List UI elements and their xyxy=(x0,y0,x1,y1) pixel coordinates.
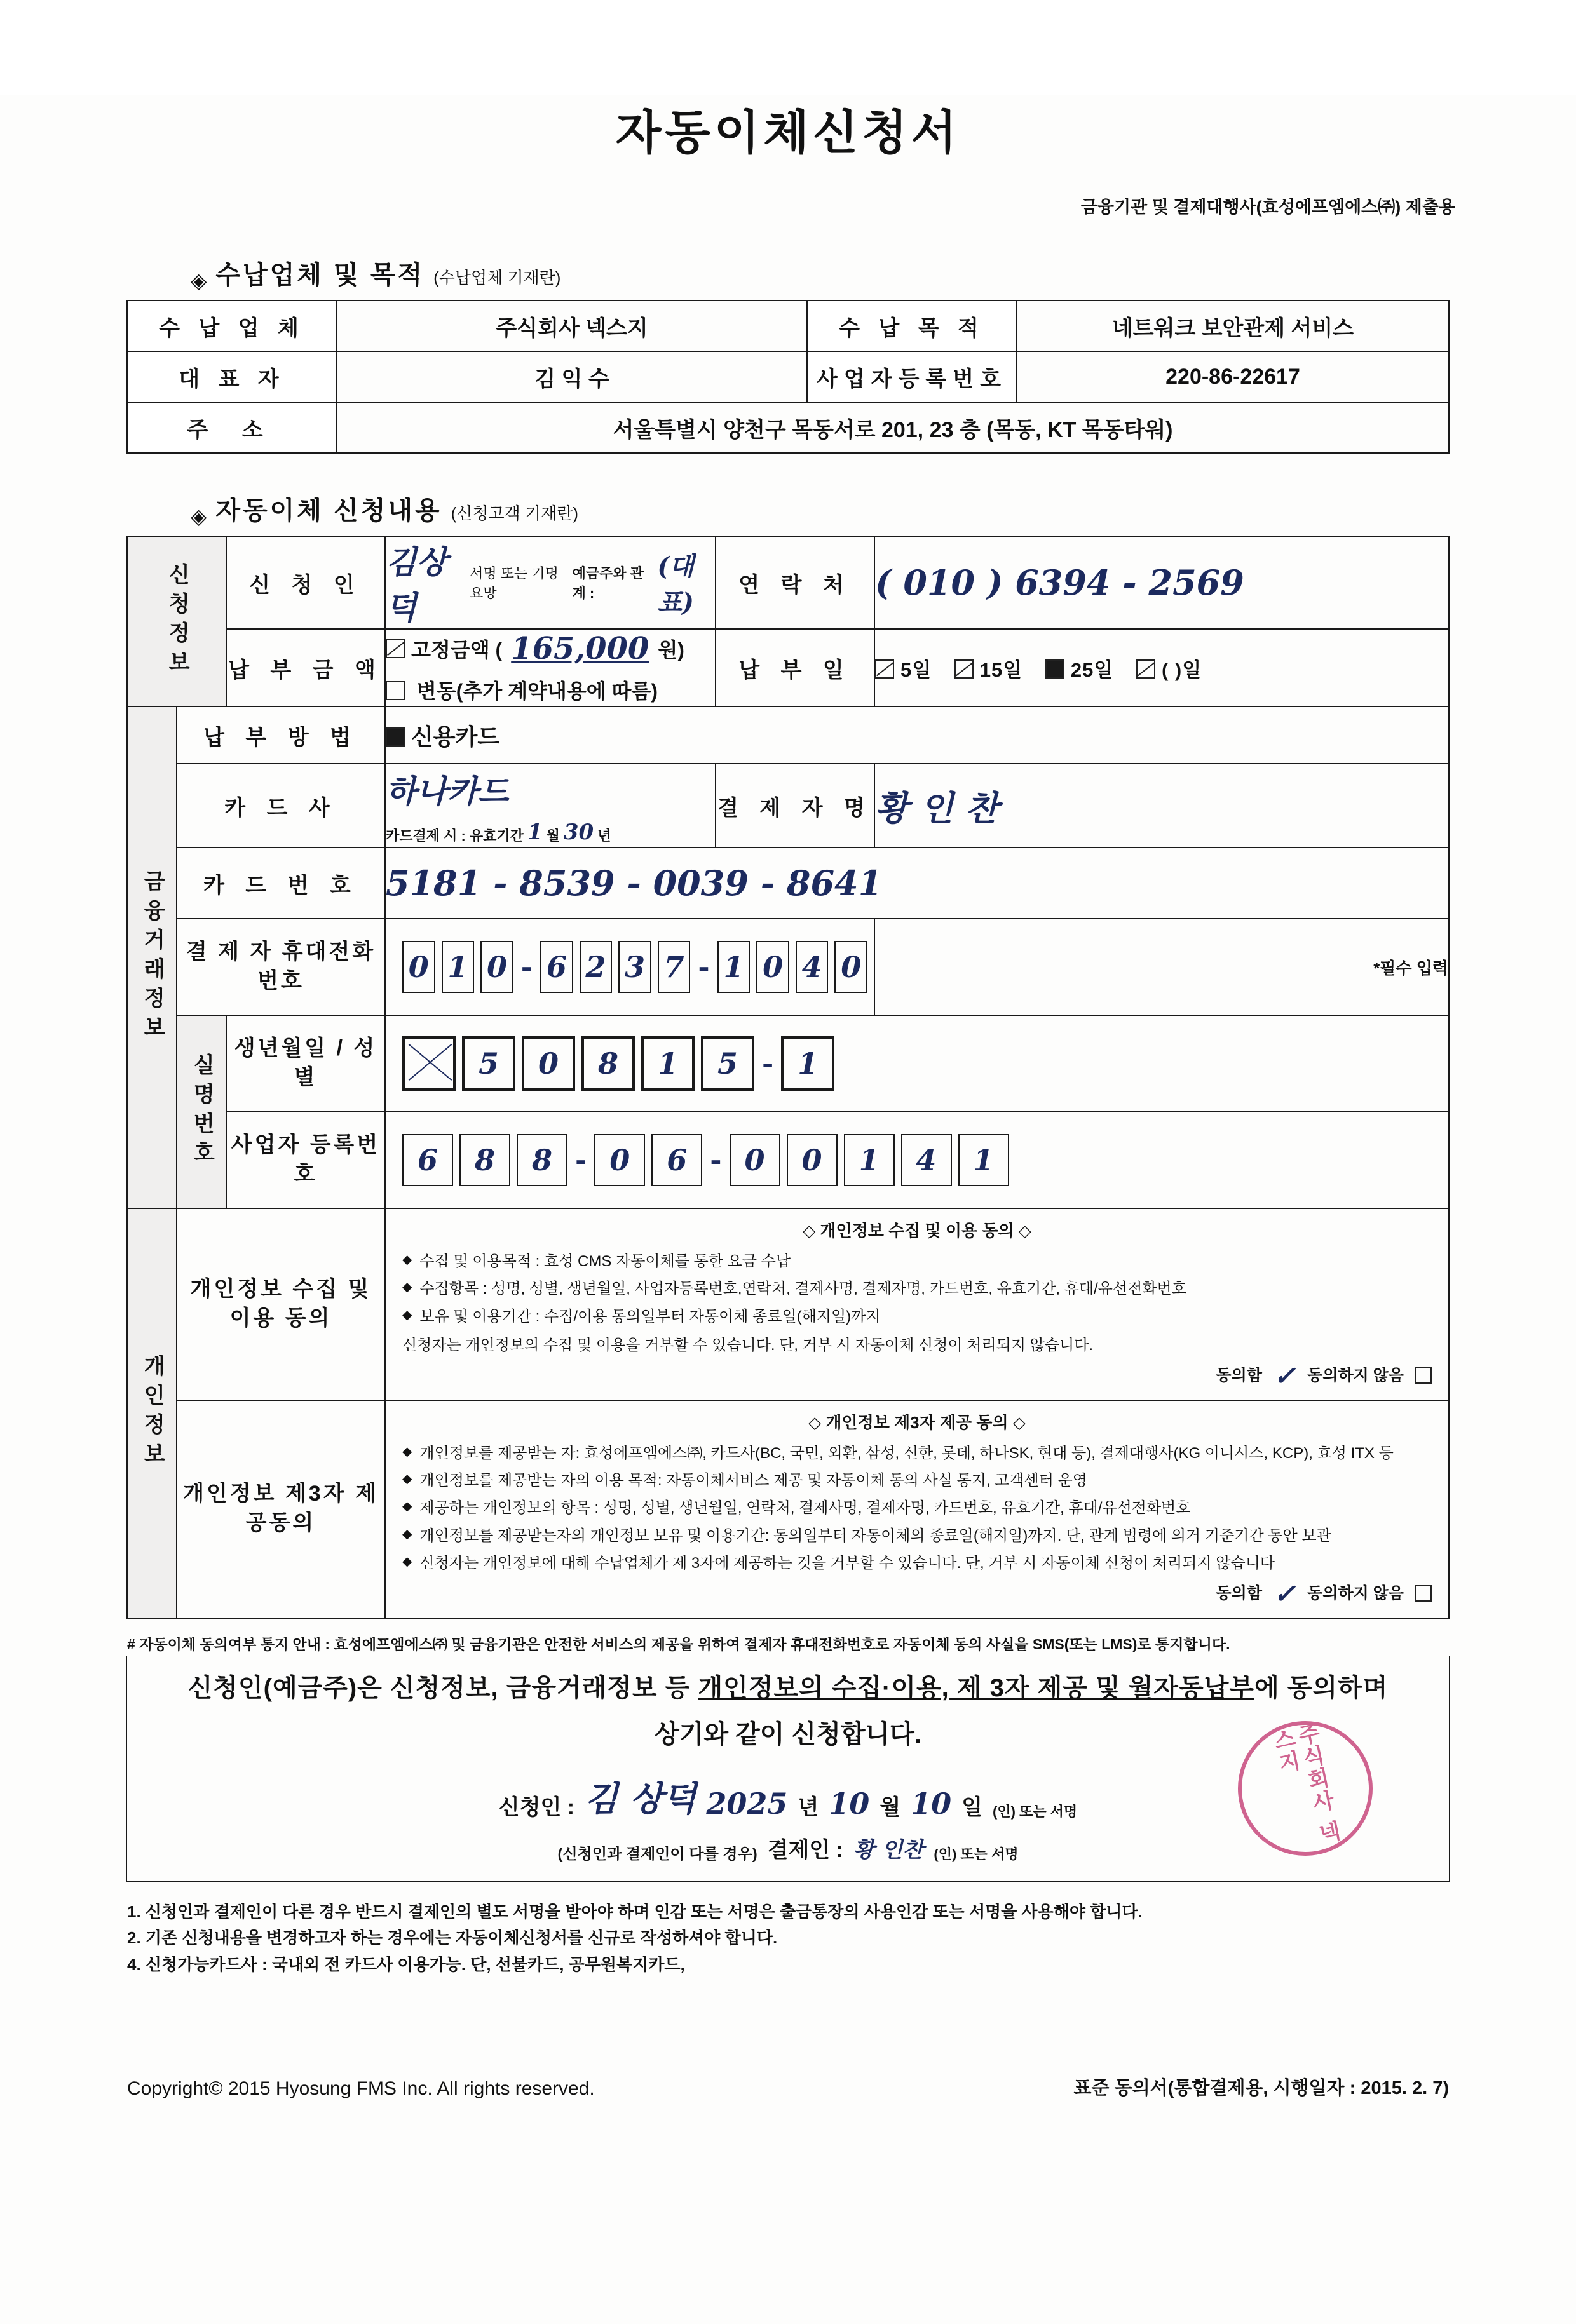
third-agree-label: 동의함 xyxy=(1216,1584,1262,1603)
table-row xyxy=(127,536,1449,629)
sms-notice: # 자동이체 동의여부 통지 안내 : 효성에프엠에스㈜ 및 금융기관은 안전한 서비스의 제공을 위하여 결제자 휴대전화번호로 자동이체 동의 사실을 SMS(또는 LMS)로 통지합니다. xyxy=(127,1635,1230,1652)
digit-box[interactable]: 8 xyxy=(581,1036,635,1091)
list-item xyxy=(402,1277,1432,1300)
expiry-month-unit: 월 xyxy=(546,828,560,844)
privacy-collect-content xyxy=(385,1208,1449,1400)
digit-separator: - xyxy=(698,950,710,983)
collect-agree-check[interactable]: ✓ xyxy=(1273,1360,1296,1391)
digit-box[interactable]: 0 xyxy=(787,1134,838,1186)
digit-separator: - xyxy=(575,1144,587,1177)
copyright: Copyright© 2015 Hyosung FMS Inc. All rights reserved. xyxy=(127,2077,595,2099)
variable-amount-checkbox[interactable] xyxy=(386,681,405,700)
privacy-collect-heading: ◇ 개인정보 수집 및 이용 동의 ◇ xyxy=(803,1221,1031,1240)
table-row xyxy=(127,402,1449,453)
section2-heading xyxy=(191,490,1576,527)
digit-box[interactable]: 2 xyxy=(580,941,613,993)
table-row xyxy=(127,629,1449,706)
collect-agree-label: 동의함 xyxy=(1216,1367,1262,1385)
address-value: 서울특별시 양천구 목동서로 201, 23 층 (목동, KT 목동타워) xyxy=(337,402,1449,453)
card-number-field[interactable] xyxy=(385,848,1449,919)
table-row xyxy=(127,919,1449,1015)
collect-disagree-checkbox[interactable] xyxy=(1415,1367,1432,1384)
bullet-diamond-icon: ◆ xyxy=(402,1307,412,1322)
date-month: 10 xyxy=(829,1786,870,1821)
third-disagree-checkbox[interactable] xyxy=(1415,1585,1432,1602)
date-year-unit: 년 xyxy=(798,1795,819,1820)
list-item xyxy=(402,1496,1432,1520)
payer-name-label: 결 제 자 명 xyxy=(716,764,874,848)
birth-label: 생년월일 / 성 별 xyxy=(226,1015,385,1112)
table-row xyxy=(127,1400,1449,1618)
table-row xyxy=(127,301,1449,351)
table-row xyxy=(127,706,1449,764)
third-agree-check[interactable]: ✓ xyxy=(1273,1577,1296,1609)
section2-subtitle: (신청고객 기재란) xyxy=(451,504,578,523)
list-item-text: 개인정보를 제공받는 자: 효성에프엠에스㈜, 카드사(BC, 국민, 외환, 삼성, 신한, 롯데, 하나SK, 현대 등), 결제대행사(KG 이니시스, KCP), 효성 ITX 등 xyxy=(419,1445,1394,1463)
card-company-label: 카 드 사 xyxy=(177,764,385,848)
table-row xyxy=(127,351,1449,402)
purpose-label: 수 납 목 적 xyxy=(807,301,1017,351)
collect-disagree-label: 동의하지 않음 xyxy=(1307,1367,1404,1385)
address-label: 주 소 xyxy=(127,402,337,453)
digit-box[interactable]: 5 xyxy=(701,1036,754,1091)
payer-phone-boxes[interactable] xyxy=(385,919,874,1015)
digit-box[interactable]: 0 xyxy=(402,941,435,993)
payday-label: 납 부 일 xyxy=(716,629,874,706)
section2-title: 자동이체 신청내용 xyxy=(215,497,442,525)
digit-box[interactable]: 0 xyxy=(594,1134,645,1186)
diamond-icon: ◈ xyxy=(191,504,207,528)
fixed-amount-checkbox[interactable] xyxy=(386,639,405,658)
payer-seal-note: (인) 또는 서명 xyxy=(934,1846,1019,1862)
digit-box[interactable]: 8 xyxy=(517,1134,567,1186)
applicant-label: 신 청 인 xyxy=(226,536,385,629)
bizno-value: 220-86-22617 xyxy=(1017,351,1449,402)
payer-phone-label: 결 제 자 휴대전화번호 xyxy=(177,919,385,1015)
contact-label: 연 락 처 xyxy=(716,536,874,629)
fixed-amount-label: 고정금액 ( xyxy=(411,638,503,661)
credit-card-checkbox[interactable] xyxy=(386,727,405,747)
list-item-text: 개인정보를 제공받는자의 개인정보 보유 및 이용기간: 동의일부터 자동이체의 종료일(해지일)까지. 단, 관계 법령에 의거 기준기간 동안 보관 xyxy=(419,1527,1331,1544)
list-item xyxy=(402,1524,1432,1548)
list-item-text: 개인정보를 제공받는 자의 이용 목적: 자동이체서비스 제공 및 자동이체 동의 사실 통지, 고객센터 운영 xyxy=(419,1472,1087,1490)
digit-box[interactable]: 6 xyxy=(540,941,573,993)
list-item xyxy=(402,1305,1432,1328)
digit-box[interactable]: 1 xyxy=(717,941,751,993)
payday-25-checkbox[interactable] xyxy=(1045,659,1064,679)
applicant-sign-label: 신청인 : xyxy=(498,1795,575,1820)
list-item-text: 신청자는 개인정보에 대해 수납업체가 제 3자에 제공하는 것을 거부할 수 있습니다. 단, 거부 시 자동이체 신청이 처리되지 않습니다 xyxy=(419,1554,1275,1572)
digit-box[interactable]: 8 xyxy=(459,1134,510,1186)
payday-option-15[interactable]: 15일 xyxy=(954,659,1022,681)
digit-box[interactable]: 4 xyxy=(901,1134,952,1186)
pay-method-label: 납 부 방 법 xyxy=(177,706,385,764)
date-day-unit: 일 xyxy=(961,1795,983,1820)
payday-other-checkbox[interactable] xyxy=(1136,659,1155,679)
payday-5-checkbox[interactable] xyxy=(875,659,894,679)
digit-box[interactable] xyxy=(402,1036,456,1091)
declaration-block xyxy=(126,1656,1450,1882)
digit-box[interactable]: 0 xyxy=(522,1036,575,1091)
footnote-line: 4. 신청가능카드사 : 국내외 전 카드사 이용가능. 단, 선불카드, 공무원복지카드, xyxy=(127,1954,685,1974)
bullet-diamond-icon: ◆ xyxy=(402,1253,412,1267)
payday-option-5[interactable]: 5일 xyxy=(875,659,932,681)
digit-box[interactable]: 0 xyxy=(480,941,513,993)
sign-hint: 서명 또는 기명요망 xyxy=(470,565,559,601)
third-disagree-label: 동의하지 않음 xyxy=(1307,1584,1404,1603)
payer-signature: 황 인찬 xyxy=(853,1837,924,1863)
payer-sign-prefix: (신청인과 결제인이 다를 경우) xyxy=(557,1845,757,1863)
digit-separator: - xyxy=(710,1144,722,1177)
privacy-collect-note: 신청자는 개인정보의 수집 및 이용을 거부할 수 있습니다. 단, 거부 시 자동이체 신청이 처리되지 않습니다. xyxy=(402,1336,1094,1354)
collector-info-table xyxy=(126,300,1450,454)
contact-value: ( 010 ) 6394 - 2569 xyxy=(875,562,1244,603)
biz-label: 사업자 등록번호 xyxy=(226,1112,385,1208)
card-company-field[interactable] xyxy=(385,764,716,848)
date-day: 10 xyxy=(911,1786,952,1821)
applicant-name-handwriting: 김상덕 xyxy=(386,543,447,626)
payday-15-checkbox[interactable] xyxy=(954,659,974,679)
variable-amount-label: 변동(추가 계약내용에 따름) xyxy=(416,680,658,703)
fixed-amount-value: 165,000 xyxy=(511,631,649,666)
digit-box[interactable]: 1 xyxy=(442,941,475,993)
bullet-diamond-icon: ◆ xyxy=(402,1527,412,1541)
digit-box[interactable]: 1 xyxy=(641,1036,695,1091)
list-item xyxy=(402,1442,1432,1465)
company-seal-stamp: 주식회사 넥스지 xyxy=(1225,1708,1385,1868)
table-row xyxy=(127,1208,1449,1400)
diamond-icon: ◈ xyxy=(191,269,207,292)
table-row xyxy=(127,764,1449,848)
list-item-text: 보유 및 이용기간 : 수집/이용 동의일부터 자동이체 종료일(해지일)까지 xyxy=(419,1307,881,1325)
birth-boxes[interactable] xyxy=(385,1015,1449,1112)
digit-box[interactable]: 1 xyxy=(844,1134,895,1186)
payer-name-value: 황 인 찬 xyxy=(875,787,999,828)
payer-sign-label: 결제인 : xyxy=(767,1837,843,1862)
won-label: 원) xyxy=(658,638,684,661)
footnotes xyxy=(127,1899,1449,1978)
payday-option-other[interactable]: ( )일 xyxy=(1136,659,1202,681)
payer-signature-row xyxy=(127,1832,1449,1863)
group-finance-label: 금융거래정보 xyxy=(127,706,177,1208)
digit-box[interactable]: 0 xyxy=(756,941,789,993)
card-number-value: 5181 - 8539 - 0039 - 8641 xyxy=(386,863,883,903)
date-year: 2025 xyxy=(706,1786,788,1821)
section1-heading xyxy=(191,255,1576,291)
group-privacy-label: 개인정보 xyxy=(127,1208,177,1618)
id-group-label: 실명번호 xyxy=(177,1015,226,1208)
digit-box[interactable]: 0 xyxy=(834,941,867,993)
collector-value: 주식회사 넥스지 xyxy=(337,301,807,351)
seal-note: (인) 또는 서명 xyxy=(993,1803,1078,1820)
digit-box[interactable]: 0 xyxy=(730,1134,780,1186)
bizno-label: 사업자등록번호 xyxy=(807,351,1017,402)
privacy-third-heading: ◇ 개인정보 제3자 제공 동의 ◇ xyxy=(808,1412,1026,1432)
footnote-line: 1. 신청인과 결제인이 다른 경우 반드시 결제인의 별도 서명을 받아야 하며 인감 또는 서명은 출금통장의 사용인감 또는 서명을 사용해야 합니다. xyxy=(127,1902,1143,1921)
bullet-diamond-icon: ◆ xyxy=(402,1445,412,1459)
payday-options[interactable] xyxy=(874,629,1449,706)
section1-title: 수납업체 및 목적 xyxy=(215,261,425,289)
list-item xyxy=(402,1250,1432,1273)
digit-box[interactable]: 4 xyxy=(796,941,829,993)
ceo-label: 대 표 자 xyxy=(127,351,337,402)
digit-box[interactable]: 5 xyxy=(462,1036,515,1091)
privacy-collect-label: 개인정보 수집 및 이용 동의 xyxy=(177,1208,385,1400)
biz-boxes[interactable] xyxy=(385,1112,1449,1208)
digit-box[interactable]: 6 xyxy=(651,1134,702,1186)
table-row xyxy=(127,848,1449,919)
digit-separator: - xyxy=(520,950,533,983)
table-row xyxy=(127,1112,1449,1208)
privacy-third-label: 개인정보 제3자 제공동의 xyxy=(177,1400,385,1618)
form-version: 표준 동의서(통합결제용, 시행일자 : 2015. 2. 7) xyxy=(1073,2077,1449,2098)
bullet-diamond-icon: ◆ xyxy=(402,1472,412,1487)
digit-box[interactable]: 7 xyxy=(658,941,691,993)
document-page xyxy=(0,95,1576,2324)
applicant-name-field[interactable] xyxy=(385,536,716,629)
payer-name-field[interactable] xyxy=(874,764,1449,848)
digit-box[interactable]: 3 xyxy=(618,941,651,993)
list-item xyxy=(402,1469,1432,1492)
applicant-signature: 김 상덕 xyxy=(585,1778,696,1819)
relation-label: 예금주와 관계 : xyxy=(572,565,644,601)
amount-label: 납 부 금 액 xyxy=(226,629,385,706)
card-company-value: 하나카드 xyxy=(386,773,509,810)
page-footer xyxy=(127,2074,1449,2100)
collector-label: 수 납 업 체 xyxy=(127,301,337,351)
pay-method-value[interactable]: 신용카드 xyxy=(385,706,1449,764)
page-title: 자동이체신청서 xyxy=(615,106,961,159)
ceo-value: 김 익 수 xyxy=(337,351,807,402)
expiry-year: 30 xyxy=(563,820,594,845)
section1-subtitle: (수납업체 기재란) xyxy=(433,268,561,287)
list-item-text: 수집 및 이용목적 : 효성 CMS 자동이체를 통한 요금 수납 xyxy=(419,1253,791,1271)
digit-box[interactable]: 1 xyxy=(958,1134,1009,1186)
required-note: *필수 입력 xyxy=(874,919,1449,1015)
purpose-value: 네트워크 보안관제 서비스 xyxy=(1017,301,1449,351)
expiry-month: 1 xyxy=(527,820,543,845)
group-applicant-label: 신청정보 xyxy=(127,536,226,706)
application-table xyxy=(126,536,1450,1619)
payday-option-25[interactable]: 25일 xyxy=(1045,659,1113,681)
bullet-diamond-icon: ◆ xyxy=(402,1554,412,1569)
list-item-text: 제공하는 개인정보의 항목 : 성명, 성별, 생년월일, 연락처, 결제사명, 결제자명, 카드번호, 유효기간, 휴대/유선전화번호 xyxy=(419,1499,1191,1517)
card-number-label: 카 드 번 호 xyxy=(177,848,385,919)
digit-box[interactable]: 6 xyxy=(402,1134,453,1186)
submission-note: 금융기관 및 결제대행사(효성에프엠에스㈜) 제출용 xyxy=(1080,198,1455,217)
expiry-year-unit: 년 xyxy=(597,828,611,844)
expiry-label: 카드결제 시 : 유효기간 xyxy=(386,828,524,844)
relation-value: (대표) xyxy=(657,551,694,618)
declaration-line2: 상기와 같이 신청합니다. xyxy=(655,1720,921,1748)
contact-field[interactable] xyxy=(874,536,1449,629)
digit-box[interactable]: 1 xyxy=(781,1036,834,1091)
list-item-text: 수집항목 : 성명, 성별, 생년월일, 사업자등록번호,연락처, 결제사명, 결제자명, 카드번호, 유효기간, 휴대/유선전화번호 xyxy=(419,1280,1186,1298)
list-item xyxy=(402,1551,1432,1575)
declaration-line1: 신청인(예금주)은 신청정보, 금융거래정보 등 개인정보의 수집·이용, 제 3자 제공 및 월자동납부에 동의하며 xyxy=(187,1673,1389,1702)
amount-field[interactable] xyxy=(385,629,716,706)
privacy-third-content xyxy=(385,1400,1449,1618)
table-row xyxy=(127,1015,1449,1112)
bullet-diamond-icon: ◆ xyxy=(402,1280,412,1295)
date-month-unit: 월 xyxy=(880,1795,901,1820)
digit-separator: - xyxy=(762,1047,774,1080)
footnote-line: 2. 기존 신청내용을 변경하고자 하는 경우에는 자동이체신청서를 신규로 작성하셔야 합니다. xyxy=(127,1928,778,1948)
bullet-diamond-icon: ◆ xyxy=(402,1499,412,1514)
